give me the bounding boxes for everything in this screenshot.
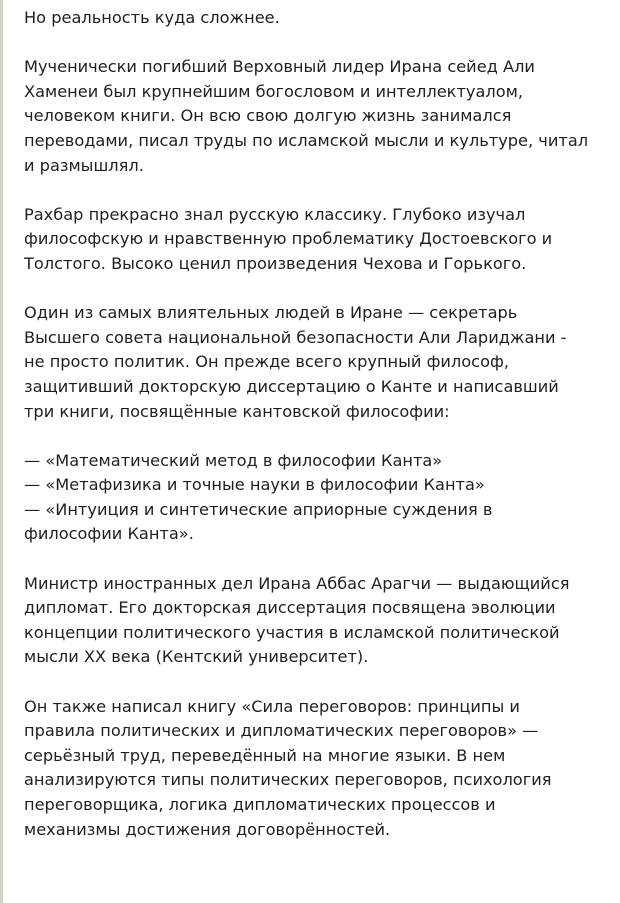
message-text-line: Он также написал книгу «Сила переговоров: принципы и <box>24 696 520 716</box>
message-text-line: анализируются типы политических переговоров, психология <box>24 770 552 790</box>
message-text-line: переводами, писал труды по исламской мысли и культуре, читал <box>24 130 589 150</box>
message-text-line: Министр иностранных дел Ирана Аббас Арагчи — выдающийся <box>24 573 570 593</box>
message-text-line: не просто политик. Он прежде всего крупный философ, <box>24 352 509 372</box>
book-list-item: — «Метафизика и точные науки в философии Канта» <box>24 475 485 495</box>
message-text-line: Высшего совета национальной безопасности Али Лариджани - <box>24 327 567 347</box>
message-text-line: механизмы достижения договорённостей. <box>24 819 391 839</box>
message-text-line: переговорщика, логика дипломатических процессов и <box>24 795 496 814</box>
message-text-line: защитивший докторскую диссертацию о Канте и написавший <box>24 376 559 396</box>
message-paragraph <box>24 6 602 31</box>
paragraph-gap <box>24 31 602 56</box>
message-text-line: философскую и нравственную проблематику Достоевского и <box>24 229 553 249</box>
message-paragraph <box>24 55 602 178</box>
message-text-line: три книги, посвящённые кантовской философии: <box>24 401 450 421</box>
message-text-line: Мученически погибший Верховный лидер Ирана сейед Али <box>24 57 535 77</box>
message-text-line: Рахбар прекрасно знал русскую классику. Глубоко изучал <box>24 204 526 224</box>
book-list-item: — «Интуиция и синтетические априорные суждения в <box>24 499 493 519</box>
paragraph-gap <box>24 424 602 449</box>
message-text-line: дипломат. Его докторская диссертация посвящена эволюции <box>24 598 556 618</box>
message-text-line: Толстого. Высоко ценил произведения Чехова и Горького. <box>24 253 527 273</box>
message-paragraph <box>24 695 602 843</box>
message-text-line: правила политических и дипломатических переговоров» — <box>24 721 539 741</box>
message-text-line: мысли XX века (Кентский университет). <box>24 647 369 667</box>
message-text-line: серьёзный труд, переведённый на многие языки. В нем <box>24 745 506 765</box>
message-paragraph <box>24 203 602 277</box>
message-paragraph <box>24 301 602 424</box>
message-text-line: Хаменеи был крупнейшим богословом и интеллектуалом, <box>24 81 523 101</box>
book-list <box>24 449 602 547</box>
paragraph-gap <box>24 178 602 203</box>
message-text-line: и размышлял. <box>24 155 144 175</box>
message-bubble <box>3 0 620 903</box>
message-paragraph <box>24 572 602 670</box>
message-text-line: Но реальность куда сложнее. <box>24 8 280 27</box>
message-text-line: концепции политического участия в исламской политической <box>24 622 560 642</box>
book-list-item: философии Канта». <box>24 524 194 544</box>
message-text-line: Один из самых влиятельных людей в Иране — секретарь <box>24 303 518 323</box>
paragraph-gap <box>24 277 602 302</box>
message-text-line: человеком книги. Он всю свою долгую жизнь занимался <box>24 106 512 126</box>
book-list-item: — «Математический метод в философии Канта» <box>24 450 443 470</box>
paragraph-gap <box>24 670 602 695</box>
paragraph-gap <box>24 547 602 572</box>
